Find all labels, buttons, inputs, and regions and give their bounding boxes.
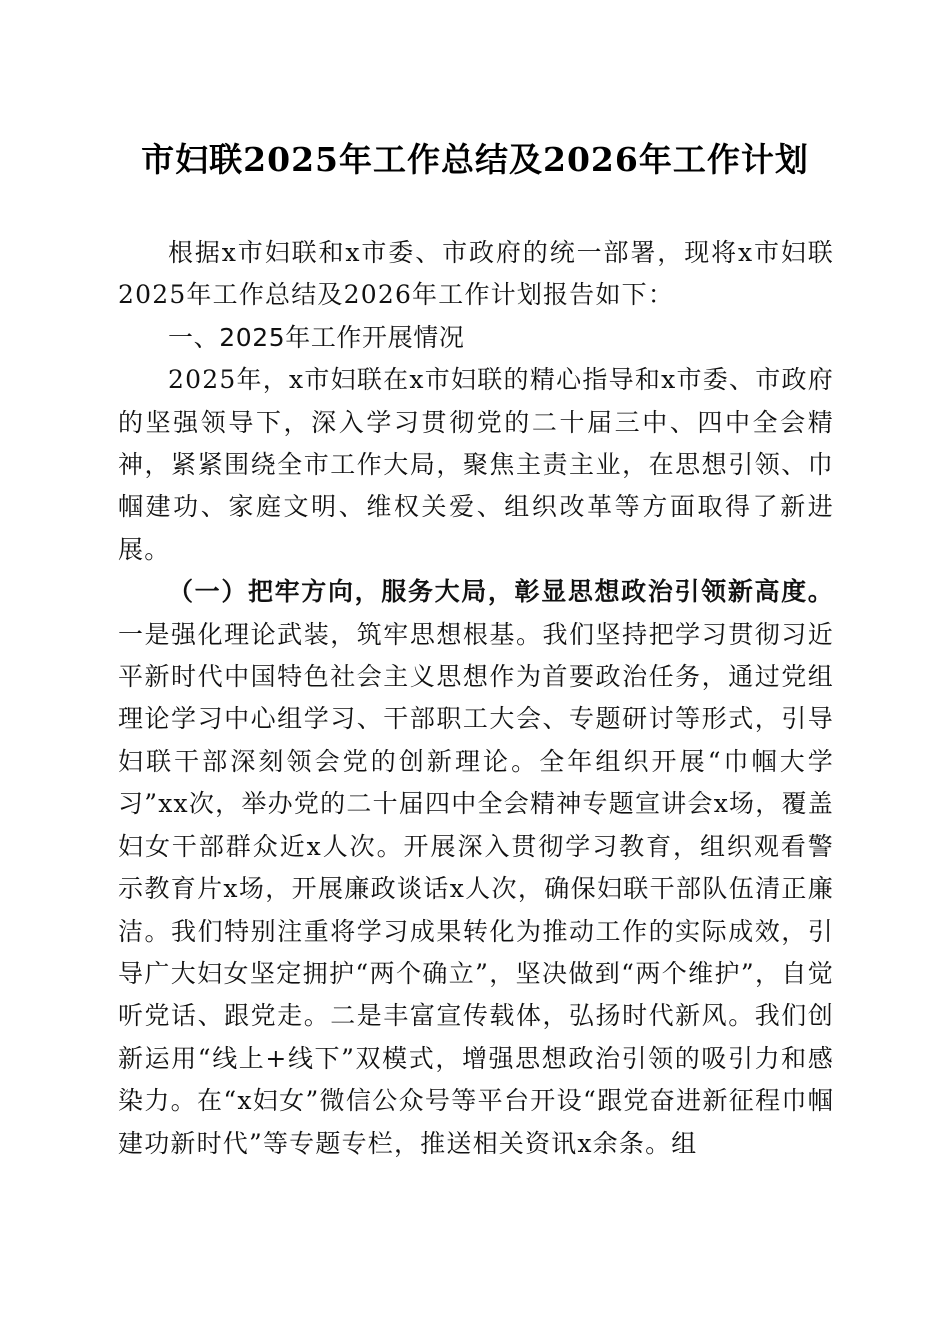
overview-paragraph: 2025年，x市妇联在x市妇联的精心指导和x市委、市政府的坚强领导下，深入学习贯彻党的二十届三中、四中全会精神，紧紧围绕全市工作大局，聚焦主责主业，在思想引领、巾帼建功、家庭文明、维权关爱、组织改革等方面取得了新进展。 [118,365,834,564]
section-heading: 一、2025年工作开展情况 [168,322,465,352]
document-body [118,232,834,1165]
document-title: 市妇联2025年工作总结及2026年工作计划 [141,140,809,179]
intro-paragraph: 根据x市妇联和x市委、市政府的统一部署，现将x市妇联2025年工作总结及2026年工作计划报告如下： [118,238,834,310]
subsection-paragraph [118,571,834,1165]
subsection-body: 一是强化理论武装，筑牢思想根基。我们坚持把学习贯彻习近平新时代中国特色社会主义思想作为首要政治任务，通过党组理论学习中心组学习、干部职工大会、专题研讨等形式，引导妇联干部深刻领会党的创新理论。全年组织开展“巾帼大学习”xx次，举办党的二十届四中全会精神专题宣讲会x场，覆盖妇女干部群众近x人次。开展深入贯彻学习教育，组织观看警示教育片x场，开展廉政谈话x人次，确保妇联干部队伍清正廉洁。我们特别注重将学习成果转化为推动工作的实际成效，引导广大妇女坚定拥护“两个确立”，坚决做到“两个维护”，自觉听党话、跟党走。二是丰富宣传载体，弘扬时代新风。我们创新运用“线上+线下”双模式，增强思想政治引领的吸引力和感染力。在“x妇女”微信公众号等平台开设“跟党奋进新征程巾帼建功新时代”等专题专栏，推送相关资讯x余条。组 [118,619,834,1158]
subsection-heading: （一）把牢方向，服务大局，彰显思想政治引领新高度。 [168,577,834,607]
